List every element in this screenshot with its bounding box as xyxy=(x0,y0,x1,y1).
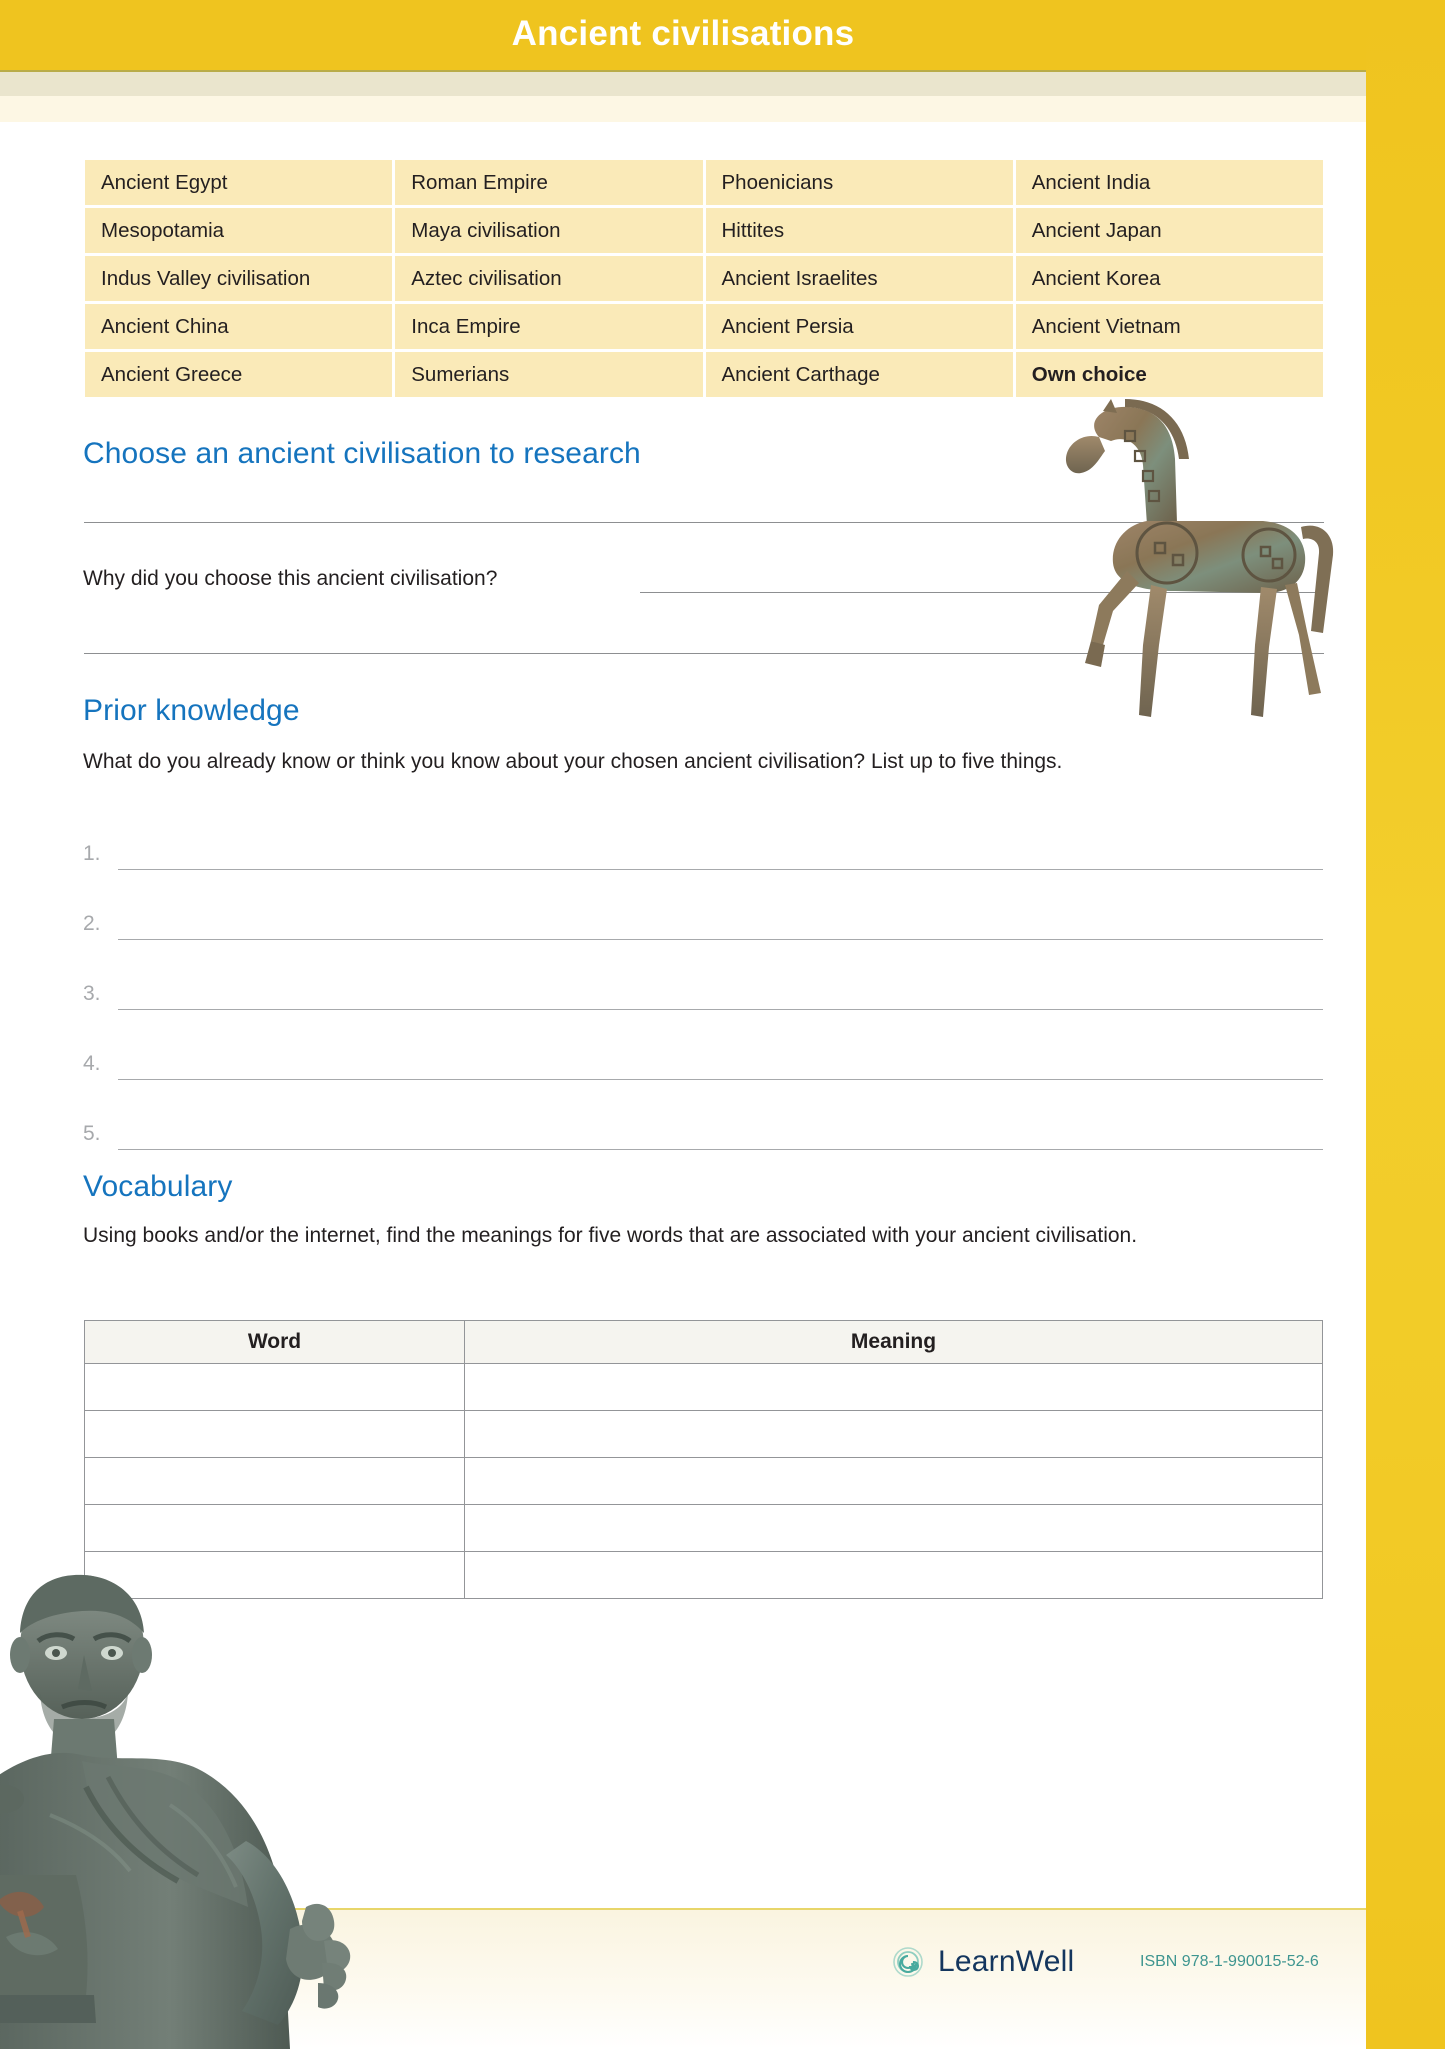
cell-meaning[interactable] xyxy=(465,1458,1323,1505)
civ-cell[interactable]: Ancient India xyxy=(1016,160,1323,205)
heading-vocabulary: Vocabulary xyxy=(83,1170,233,1203)
list-number: 4. xyxy=(83,1052,101,1075)
table-header-row xyxy=(85,1321,1323,1364)
spiral-icon xyxy=(890,1944,926,1980)
list-number: 3. xyxy=(83,982,101,1005)
cell-meaning[interactable] xyxy=(465,1552,1323,1599)
table-row xyxy=(85,1505,1323,1552)
cell-word[interactable] xyxy=(85,1411,465,1458)
header-divider xyxy=(0,70,1366,72)
civ-cell[interactable]: Ancient Persia xyxy=(706,304,1013,349)
civ-cell[interactable]: Roman Empire xyxy=(395,160,702,205)
header-band-upper xyxy=(0,72,1366,96)
footer-area xyxy=(0,1910,1366,2049)
table-row xyxy=(85,1458,1323,1505)
civ-cell[interactable]: Sumerians xyxy=(395,352,702,397)
list-item xyxy=(83,842,1323,872)
list-answer-line[interactable] xyxy=(118,939,1323,940)
isbn-text: ISBN 978-1-990015-52-6 xyxy=(1140,1953,1319,1970)
table-row xyxy=(85,1364,1323,1411)
civ-cell[interactable]: Indus Valley civilisation xyxy=(85,256,392,301)
list-number: 1. xyxy=(83,842,101,865)
cell-word[interactable] xyxy=(85,1364,465,1411)
brand-name: LearnWell xyxy=(938,1945,1075,1978)
column-header-word: Word xyxy=(85,1321,465,1364)
civ-cell[interactable]: Ancient Israelites xyxy=(706,256,1013,301)
civ-cell[interactable]: Ancient Vietnam xyxy=(1016,304,1323,349)
list-answer-line[interactable] xyxy=(118,1079,1323,1080)
right-edge-band xyxy=(1366,0,1445,2049)
column-header-meaning: Meaning xyxy=(465,1321,1323,1364)
list-item xyxy=(83,912,1323,942)
prior-knowledge-instruction: What do you already know or think you know about your chosen ancient civilisation? List up to five things. xyxy=(83,750,1063,773)
civ-cell[interactable]: Ancient Japan xyxy=(1016,208,1323,253)
header-band-lower xyxy=(0,96,1366,122)
civ-cell[interactable]: Phoenicians xyxy=(706,160,1013,205)
cell-word[interactable] xyxy=(85,1552,465,1599)
list-item xyxy=(83,1052,1323,1082)
cell-word[interactable] xyxy=(85,1458,465,1505)
footer-divider xyxy=(0,1908,1366,1910)
civ-cell[interactable]: Mesopotamia xyxy=(85,208,392,253)
civ-cell[interactable]: Ancient Greece xyxy=(85,352,392,397)
list-item xyxy=(83,1122,1323,1152)
civ-cell[interactable]: Ancient Korea xyxy=(1016,256,1323,301)
list-answer-line[interactable] xyxy=(118,1149,1323,1150)
heading-choose-civilisation: Choose an ancient civilisation to research xyxy=(83,437,641,470)
list-number: 2. xyxy=(83,912,101,935)
civ-cell[interactable]: Ancient Carthage xyxy=(706,352,1013,397)
list-answer-line[interactable] xyxy=(118,1009,1323,1010)
civ-row xyxy=(85,208,1323,253)
civ-row xyxy=(85,160,1323,205)
heading-prior-knowledge: Prior knowledge xyxy=(83,694,300,727)
civ-row xyxy=(85,352,1323,397)
learnwell-logo xyxy=(890,1944,1074,1980)
civ-cell[interactable]: Ancient China xyxy=(85,304,392,349)
civ-cell[interactable]: Maya civilisation xyxy=(395,208,702,253)
vocabulary-instruction: Using books and/or the internet, find the meanings for five words that are associated with your ancient civilisation. xyxy=(83,1224,1138,1247)
table-row xyxy=(85,1552,1323,1599)
why-choose-label: Why did you choose this ancient civilisation? xyxy=(83,567,498,590)
choose-answer-line[interactable] xyxy=(84,522,1324,523)
vocabulary-table xyxy=(84,1320,1323,1599)
civ-cell[interactable]: Inca Empire xyxy=(395,304,702,349)
civ-cell[interactable]: Ancient Egypt xyxy=(85,160,392,205)
why-answer-line-1[interactable] xyxy=(640,592,1324,593)
cell-meaning[interactable] xyxy=(465,1411,1323,1458)
why-answer-line-2[interactable] xyxy=(84,653,1324,654)
civ-row xyxy=(85,256,1323,301)
civ-cell[interactable]: Hittites xyxy=(706,208,1013,253)
civ-cell-own-choice[interactable]: Own choice xyxy=(1016,352,1323,397)
civ-cell[interactable]: Aztec civilisation xyxy=(395,256,702,301)
page-title: Ancient civilisations xyxy=(511,14,855,53)
civ-row xyxy=(85,304,1323,349)
civilisations-grid xyxy=(85,160,1323,400)
list-item xyxy=(83,982,1323,1012)
cell-word[interactable] xyxy=(85,1505,465,1552)
list-answer-line[interactable] xyxy=(118,869,1323,870)
table-row xyxy=(85,1411,1323,1458)
cell-meaning[interactable] xyxy=(465,1364,1323,1411)
cell-meaning[interactable] xyxy=(465,1505,1323,1552)
list-number: 5. xyxy=(83,1122,101,1145)
